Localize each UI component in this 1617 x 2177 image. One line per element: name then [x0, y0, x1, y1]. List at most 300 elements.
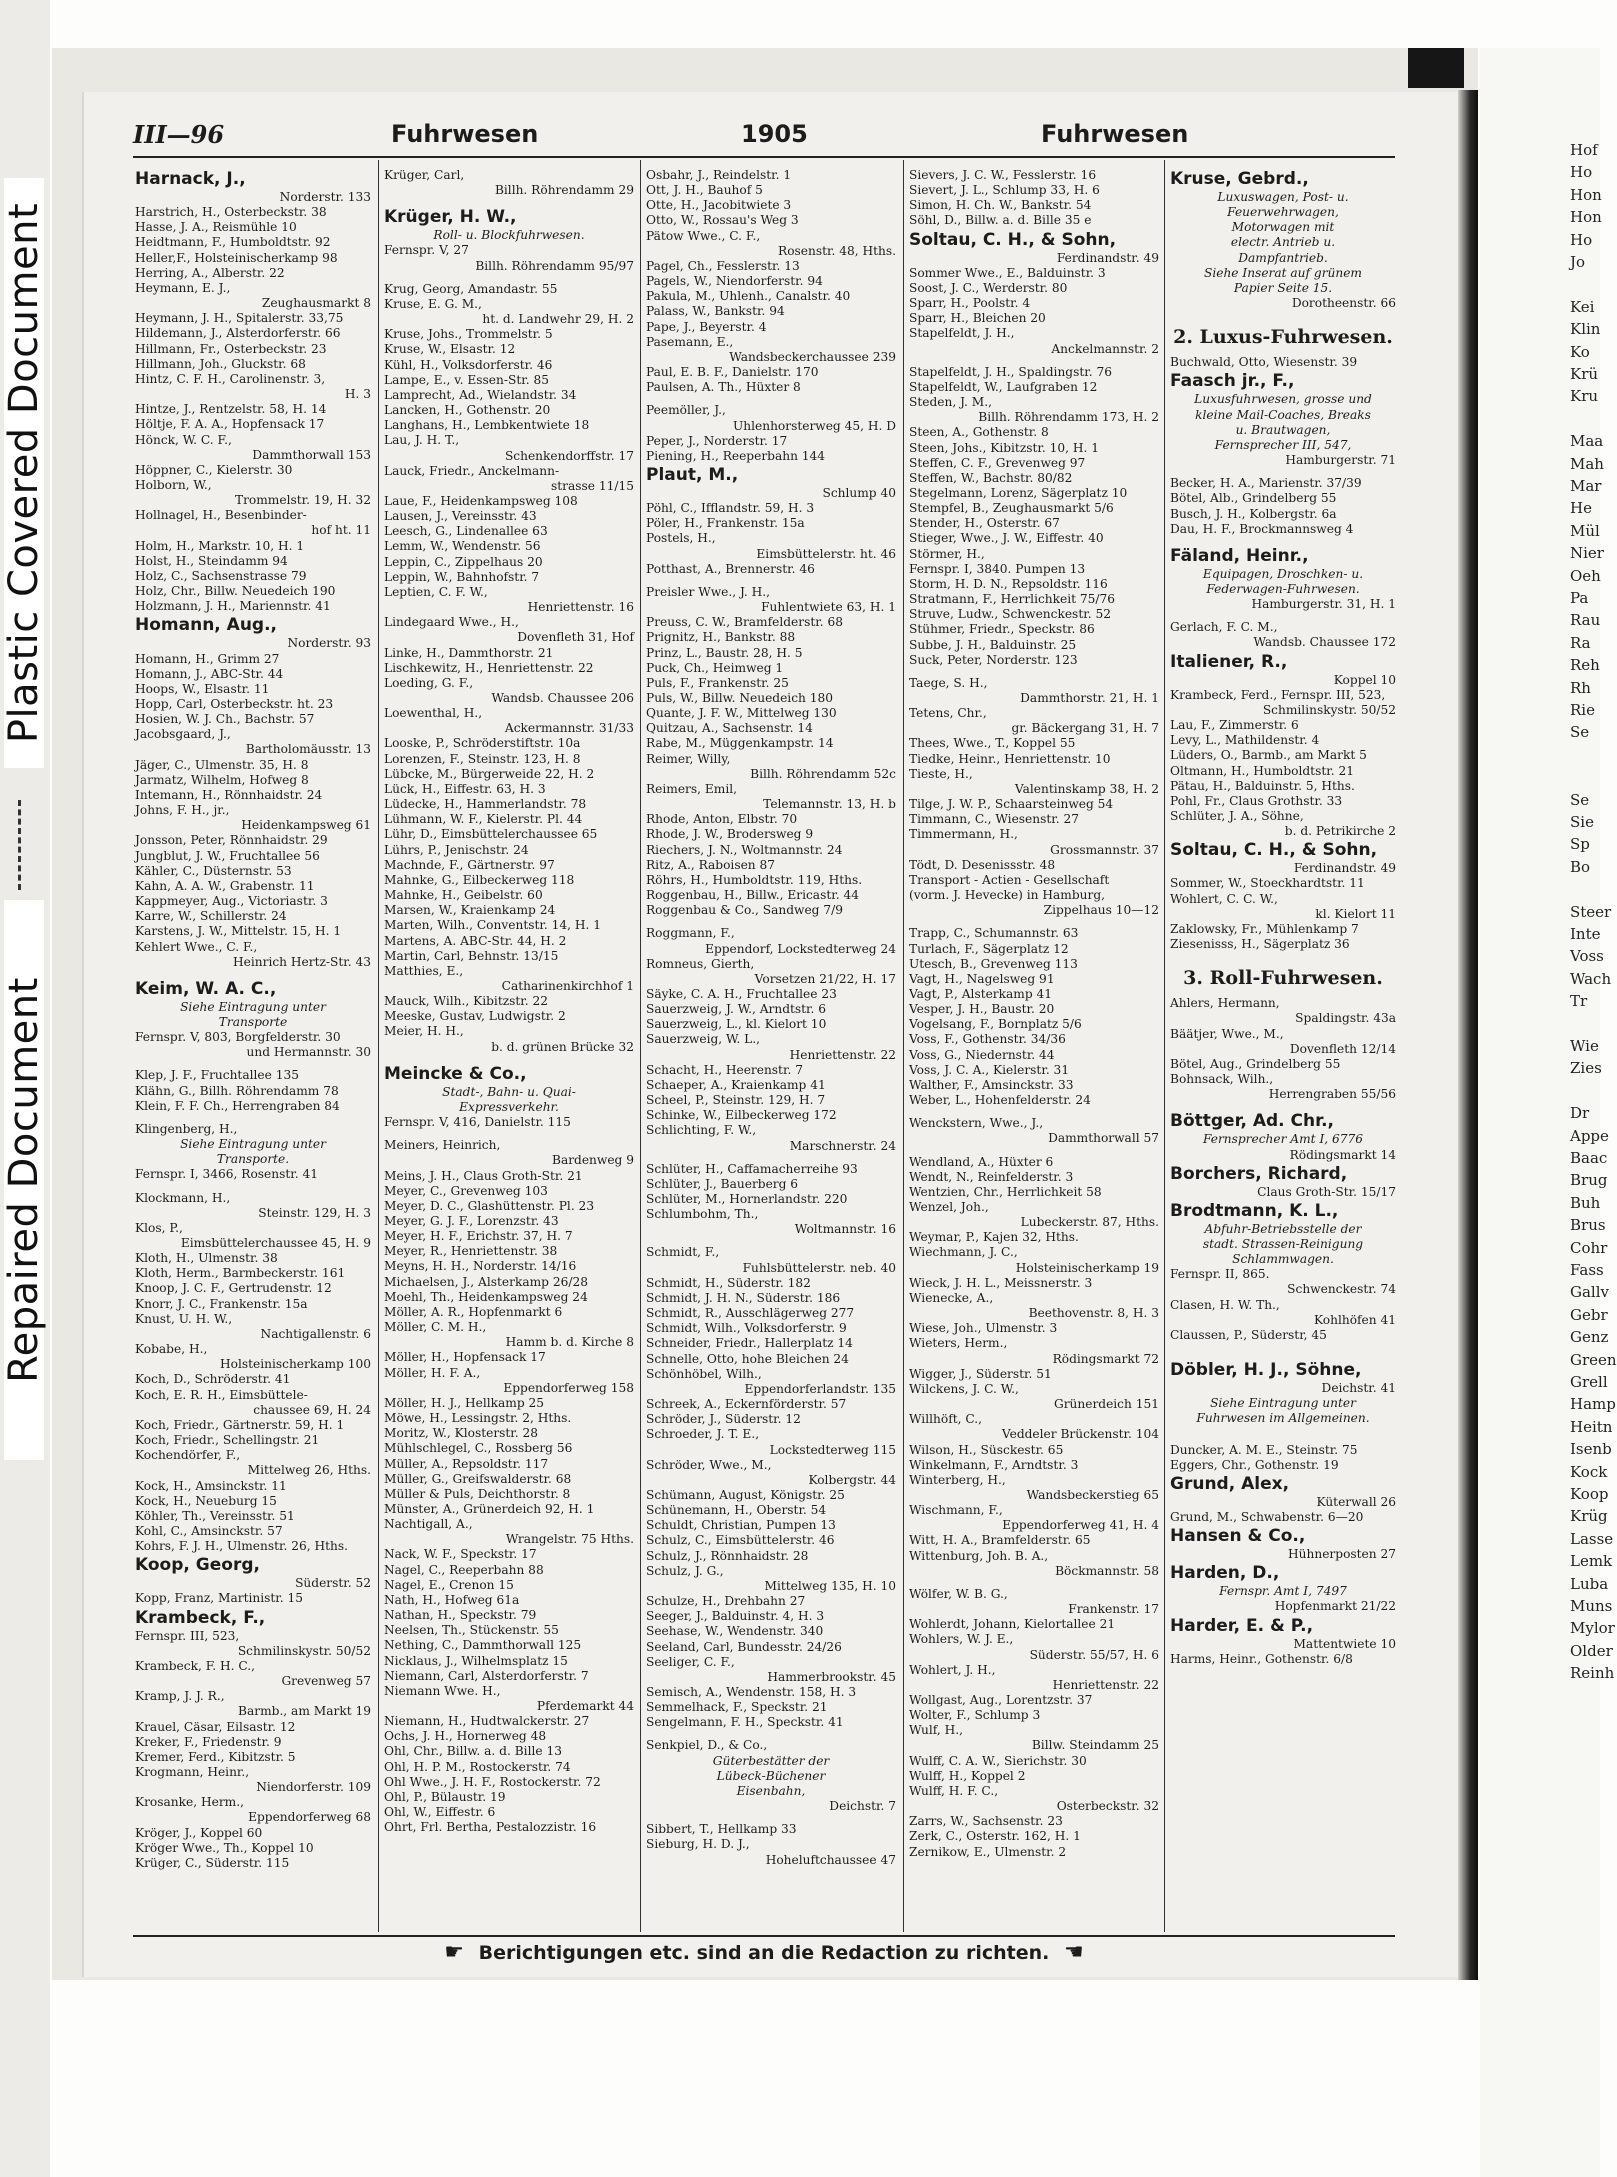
- adjacent-page-text: Koop: [1570, 1485, 1609, 1503]
- entry-heading: Soltau, C. H., & Sohn,: [909, 229, 1117, 250]
- directory-entry: Palass, W., Bankstr. 94: [646, 304, 785, 319]
- directory-entry: Meyer, H. F., Erichstr. 37, H. 7: [384, 1229, 573, 1244]
- directory-entry: Billh. Röhrendamm 95/97: [475, 258, 634, 273]
- directory-entry: Steinstr. 129, H. 3: [258, 1205, 371, 1220]
- directory-entry: Bohnsack, Wilh.,: [1170, 1072, 1274, 1087]
- adjacent-page-text: Jo: [1570, 253, 1586, 271]
- directory-entry: Knorr, J. C., Frankenstr. 15a: [135, 1296, 308, 1311]
- directory-entry: Hosien, W. J. Ch., Bachstr. 57: [135, 712, 315, 727]
- directory-entry: Schlüter, J., Bauerberg 6: [646, 1176, 799, 1191]
- directory-entry: Fernspr. Amt I, 7497: [1219, 1584, 1347, 1599]
- directory-entry: Grünerdeich 151: [1053, 1397, 1159, 1412]
- directory-entry: Loewenthal, H.,: [384, 706, 483, 721]
- directory-entry: Seeger, J., Balduinstr. 4, H. 3: [646, 1609, 825, 1624]
- adjacent-page-text: Bo: [1570, 857, 1591, 876]
- directory-entry: Ritz, A., Raboisen 87: [646, 857, 776, 872]
- directory-entry: Fernspr. V, 416, Danielstr. 115: [384, 1115, 571, 1130]
- directory-entry: Wentzien, Chr., Herrlichkeit 58: [909, 1184, 1102, 1199]
- directory-entry: Kohrs, F. J. H., Ulmenstr. 26, Hths.: [135, 1539, 348, 1554]
- directory-entry: Wilson, H., Süsckestr. 65: [909, 1442, 1064, 1457]
- section-heading: 3. Roll-Fuhrwesen.: [1183, 967, 1383, 990]
- directory-entry: Feuerwehrwagen,: [1227, 205, 1339, 220]
- directory-entry: Jäger, C., Ulmenstr. 35, H. 8: [135, 757, 309, 772]
- adjacent-page-text: Gallv: [1570, 1283, 1609, 1302]
- directory-entry: Hintze, J., Rentzelstr. 58, H. 14: [135, 402, 327, 417]
- directory-entry: Kohlhöfen 41: [1313, 1312, 1396, 1327]
- directory-entry: Wohlert, J. H.,: [909, 1662, 996, 1677]
- directory-entry: Hoheluftchaussee 47: [765, 1852, 896, 1867]
- directory-entry: Wulff, C. A. W., Sierichstr. 30: [909, 1753, 1087, 1768]
- directory-entry: Billh. Röhrendamm 29: [494, 183, 634, 198]
- directory-entry: Heidtmann, F., Humboldtstr. 92: [135, 235, 331, 250]
- directory-entry: Harms, Heinr., Gothenstr. 6/8: [1170, 1651, 1353, 1666]
- binding-shadow: [1458, 90, 1478, 1980]
- directory-entry: Heymann, J. H., Spitalerstr. 33,75: [135, 311, 344, 326]
- directory-entry: Fernspr. I, 3840. Pumpen 13: [909, 561, 1086, 576]
- directory-entry: Stempfel, B., Zeughausmarkt 5/6: [909, 501, 1114, 516]
- adjacent-page-text: Kei: [1570, 297, 1595, 316]
- directory-entry: Tilge, J. W. P., Schaarsteinweg 54: [909, 797, 1114, 812]
- adjacent-page-text: Mah: [1570, 454, 1604, 473]
- directory-entry: Struve, Ludw., Schwenckestr. 52: [909, 607, 1111, 622]
- directory-entry: Reimers, Emil,: [646, 781, 738, 796]
- directory-entry: Ohl, P., Bülaustr. 19: [384, 1789, 506, 1804]
- directory-entry: Trommelstr. 19, H. 32: [234, 493, 371, 508]
- directory-entry: Schneider, Friedr., Hallerplatz 14: [646, 1336, 853, 1351]
- directory-entry: kl. Kielort 11: [1315, 906, 1396, 921]
- directory-entry: Hammerbrookstr. 45: [767, 1669, 896, 1684]
- directory-entry: Niendorferstr. 109: [256, 1780, 371, 1795]
- directory-entry: Wieters, Herm.,: [909, 1336, 1008, 1351]
- directory-entry: u. Brautwagen,: [1235, 422, 1331, 437]
- adjacent-page-text: Klin: [1570, 320, 1601, 339]
- directory-entry: Sengelmann, F. H., Speckstr. 41: [646, 1715, 844, 1730]
- directory-entry: Kock, H., Neueburg 15: [135, 1493, 277, 1508]
- directory-entry: Marsen, W., Kraienkamp 24: [384, 903, 556, 918]
- directory-entry: Schmidt, H., Süderstr. 182: [646, 1275, 811, 1290]
- directory-entry: Grund, M., Schwabenstr. 6—20: [1170, 1510, 1364, 1524]
- directory-entry: Lau, J. H. T.,: [384, 433, 460, 448]
- adjacent-page-text: Muns: [1570, 1597, 1613, 1615]
- directory-entry: Holst, H., Steindamm 94: [135, 553, 288, 568]
- adjacent-page-text: Kru: [1570, 387, 1599, 406]
- directory-entry: Ahlers, Hermann,: [1170, 996, 1280, 1011]
- entry-heading: Böttger, Ad. Chr.,: [1170, 1111, 1335, 1132]
- directory-entry: Süderstr. 55/57, H. 6: [1029, 1647, 1159, 1662]
- directory-entry: Nachtigallenstr. 6: [260, 1326, 371, 1341]
- directory-entry: Höppner, C., Kielerstr. 30: [135, 462, 293, 477]
- directory-entry: Laue, F., Heidenkampsweg 108: [384, 493, 578, 508]
- directory-entry: Fernspr. II, 865.: [1170, 1267, 1270, 1282]
- directory-entry: Norderstr. 133: [279, 190, 371, 204]
- directory-entry: Trapp, C., Schumannstr. 63: [909, 926, 1079, 941]
- directory-entry: Wohlert, C. C. W.,: [1170, 891, 1278, 906]
- adjacent-page-text: Se: [1570, 723, 1590, 742]
- directory-entry: Duncker, A. M. E., Steinstr. 75: [1170, 1442, 1358, 1457]
- adjacent-page-text: Fass: [1570, 1261, 1604, 1279]
- directory-entry: Säyke, C. A. H., Fruchtallee 23: [646, 986, 837, 1001]
- repaired-document-label: Repaired Document: [4, 900, 44, 1460]
- adjacent-page-text: Gebr: [1570, 1305, 1608, 1324]
- directory-entry: Otte, H., Jacobitwiete 3: [646, 198, 792, 213]
- directory-entry: Möller, A. R., Hopfenmarkt 6: [384, 1304, 563, 1319]
- directory-entry: Thees, Wwe., T., Koppel 55: [909, 736, 1076, 751]
- directory-entry: Schlüter, J. A., Söhne,: [1170, 809, 1304, 823]
- footer-rule: [133, 1935, 1395, 1937]
- directory-entry: Eimsbüttelerchaussee 45, H. 9: [180, 1236, 371, 1250]
- adjacent-page-text: Older: [1570, 1641, 1613, 1660]
- directory-entry: [135, 1114, 371, 1122]
- directory-entry: Turlach, F., Sägerplatz 12: [909, 941, 1069, 956]
- directory-entry: Hillmann, Joh., Gluckstr. 68: [135, 356, 306, 371]
- directory-entry: Holsteinischerkamp 100: [220, 1357, 371, 1372]
- directory-entry: Küterwall 26: [1316, 1494, 1396, 1509]
- directory-entry: Nagel, E., Crenon 15: [384, 1577, 514, 1592]
- directory-entry: Hamburgerstr. 31, H. 1: [1251, 597, 1396, 612]
- directory-entry: Siehe Eintragung unter: [180, 1137, 326, 1152]
- directory-entry: [909, 357, 1159, 365]
- directory-entry: Fernsprecher III, 547,: [1214, 437, 1352, 452]
- directory-entry: Seeland, Carl, Bundesstr. 24/26: [646, 1639, 842, 1654]
- directory-entry: Pöhl, C., Ifflandstr. 59, H. 3: [646, 501, 815, 516]
- directory-entry: Sparr, H., Bleichen 20: [909, 311, 1046, 326]
- adjacent-page-text: Reinh: [1570, 1664, 1615, 1683]
- directory-entry: Eppendorferweg 158: [503, 1380, 634, 1395]
- directory-entry: Voss, F., Gothenstr. 34/36: [909, 1032, 1066, 1047]
- directory-entry: Wandsbeckerchaussee 239: [729, 349, 896, 364]
- directory-entry: Wendt, N., Reinfelderstr. 3: [909, 1169, 1074, 1184]
- adjacent-page-text: Pa: [1570, 589, 1589, 607]
- directory-entry: Nicklaus, J., Wilhelmsplatz 15: [384, 1653, 568, 1668]
- directory-entry: Zippelhaus 10—12: [1043, 903, 1159, 918]
- directory-entry: [646, 1237, 896, 1245]
- directory-entry: Klep, J. F., Fruchtallee 135: [135, 1068, 299, 1083]
- binding-spine: [1408, 48, 1464, 88]
- directory-entry: [909, 1108, 1159, 1116]
- directory-entry: Lamprecht, Ad., Wielandstr. 34: [384, 387, 577, 402]
- directory-entry: Paulsen, A. Th., Hüxter 8: [646, 380, 801, 395]
- directory-entry: Meiners, Heinrich,: [384, 1138, 501, 1153]
- directory-entry: Niemann, H., Hudtwalckerstr. 27: [384, 1714, 590, 1729]
- directory-entry: Meins, J. H., Claus Groth-Str. 21: [384, 1168, 583, 1183]
- directory-entry: Holsteinischerkamp 19: [1015, 1260, 1159, 1275]
- header-left-title: Fuhrwesen: [391, 120, 539, 148]
- directory-entry: Looske, P., Schröderstiftstr. 10a: [384, 736, 581, 751]
- adjacent-page-text: Genz: [1570, 1328, 1609, 1347]
- directory-entry: Schmidt, R., Ausschlägerweg 277: [646, 1306, 855, 1321]
- directory-entry: Stieger, Wwe., J. W., Eiffestr. 40: [909, 531, 1104, 546]
- directory-entry: Niemann Wwe. H.,: [384, 1683, 501, 1698]
- directory-entry: Holborn, W.,: [135, 477, 212, 492]
- directory-entry: Puls, W., Billw. Neuedeich 180: [646, 691, 834, 705]
- directory-entry: Steffen, C. F., Grevenweg 97: [909, 455, 1086, 470]
- directory-entry: Telemannstr. 13, H. b: [763, 797, 896, 812]
- directory-entry: Equipagen, Droschken- u.: [1202, 566, 1364, 581]
- entry-heading: Keim, W. A. C.,: [135, 978, 277, 999]
- directory-entry: Motorwagen mit: [1231, 220, 1335, 235]
- directory-entry: Mauck, Wilh., Kibitzstr. 22: [384, 994, 549, 1009]
- directory-entry: Ohrt, Frl. Bertha, Pestalozzistr. 16: [384, 1820, 597, 1835]
- directory-entry: Tetens, Chr.,: [909, 706, 987, 721]
- directory-entry: Kremer, Ferd., Kibitzstr. 5: [135, 1749, 296, 1764]
- entry-heading: Faasch jr., F.,: [1170, 371, 1295, 392]
- directory-entry: Ott, J. H., Bauhof 5: [646, 183, 763, 198]
- directory-entry: ht. d. Landwehr 29, H. 2: [482, 312, 634, 327]
- directory-entry: Roggenbau, H., Billw., Ericastr. 44: [646, 888, 859, 903]
- directory-entry: Nathan, H., Speckstr. 79: [384, 1608, 537, 1623]
- directory-entry: Clasen, H. W. Th.,: [1170, 1297, 1280, 1312]
- directory-entry: Kruse, E. G. M.,: [384, 296, 482, 311]
- directory-entry: stadt. Strassen-Reinigung: [1202, 1236, 1364, 1251]
- directory-entry: Klein, F. F. Ch., Herrengraben 84: [135, 1098, 340, 1113]
- directory-entry: Stapelfeldt, W., Laufgraben 12: [909, 379, 1098, 394]
- entry-heading: Borchers, Richard,: [1170, 1163, 1348, 1184]
- directory-entry: Levy, L., Mathildenstr. 4: [1170, 733, 1320, 748]
- directory-entry: Schulze, H., Drehbahn 27: [646, 1594, 806, 1609]
- directory-entry: Mahnke, H., Geibelstr. 60: [384, 888, 543, 903]
- directory-entry: b. d. Petrikirche 2: [1284, 824, 1396, 839]
- entry-heading: Fäland, Heinr.,: [1170, 545, 1309, 566]
- directory-entry: Kramp, J. J. R.,: [135, 1689, 225, 1704]
- directory-entry: Tieste, H.,: [909, 766, 973, 781]
- directory-entry: Herrengraben 55/56: [1268, 1087, 1396, 1102]
- directory-entry: Scheel, P., Steinstr. 129, H. 7: [646, 1093, 826, 1108]
- directory-entry: Fernspr. V, 27: [384, 243, 469, 258]
- directory-entry: Riechers, J. N., Woltmannstr. 24: [646, 842, 843, 857]
- directory-entry: Lancken, H., Gothenstr. 20: [384, 403, 551, 418]
- adjacent-page-text: Ho: [1570, 163, 1593, 182]
- directory-entry: [909, 668, 1159, 676]
- directory-entry: Weber, L., Hohenfelderstr. 24: [909, 1093, 1091, 1108]
- directory-entry: Intemann, H., Rönnhaidstr. 24: [135, 787, 323, 802]
- directory-entry: Hillmann, Fr., Osterbeckstr. 23: [135, 341, 327, 356]
- directory-entry: Karstens, J. W., Mittelstr. 15, H. 1: [135, 924, 342, 939]
- directory-entry: Leptien, C. F. W.,: [384, 584, 488, 599]
- directory-entry: Subbe, J. H., Balduinstr. 25: [909, 637, 1077, 652]
- directory-entry: Krüger, C., Süderstr. 115: [135, 1855, 290, 1870]
- directory-entry: Busch, J. H., Kolbergstr. 6a: [1170, 506, 1337, 521]
- directory-entry: Grevenweg 57: [281, 1674, 371, 1689]
- directory-entry: Kähler, C., Düsternstr. 53: [135, 863, 292, 878]
- adjacent-page-text: Tr: [1570, 992, 1588, 1011]
- directory-entry: Rabe, M., Müggenkampstr. 14: [646, 736, 834, 751]
- directory-entry: Lemm, W., Wendenstr. 56: [384, 539, 541, 554]
- directory-entry: Stadt-, Bahn- u. Quai-: [442, 1084, 576, 1099]
- directory-entry: Seehase, W., Wendenstr. 340: [646, 1624, 824, 1639]
- directory-entry: Beethovenstr. 8, H. 3: [1028, 1306, 1159, 1321]
- directory-entry: Müller & Puls, Deichthorstr. 8: [384, 1486, 571, 1501]
- footer-text: Berichtigungen etc. sind an die Redaction zu richten.: [478, 1942, 1050, 1964]
- directory-entry: Moritz, W., Klosterstr. 28: [384, 1426, 539, 1441]
- directory-entry: Loeding, G. F.,: [384, 675, 474, 690]
- directory-entry: b. d. grünen Brücke 32: [491, 1039, 634, 1054]
- directory-entry: Lübeck-Büchener: [716, 1768, 826, 1783]
- directory-entry: Steen, Johs., Kibitzstr. 10, H. 1: [909, 440, 1100, 455]
- adjacent-page-text: Sie: [1570, 813, 1594, 831]
- directory-entry: Klos, P.,: [135, 1220, 183, 1235]
- adjacent-page-text: Hof: [1570, 141, 1598, 159]
- directory-entry: Hintz, C. F. H., Carolinenstr. 3,: [135, 371, 326, 386]
- directory-entry: Lühmann, W. F., Kielerstr. Pl. 44: [384, 812, 583, 827]
- directory-entry: Kühl, H., Volksdorferstr. 46: [384, 357, 553, 372]
- directory-entry: Nack, W. F., Speckstr. 17: [384, 1547, 537, 1562]
- directory-entry: Eppendorferlandstr. 135: [744, 1381, 896, 1396]
- directory-entry: Krosanke, Herm.,: [135, 1795, 244, 1810]
- directory-entry: Lüdecke, H., Hammerlandstr. 78: [384, 797, 587, 812]
- directory-entry: Schmidt, Wilh., Volksdorferstr. 9: [646, 1321, 847, 1336]
- directory-entry: Rödingsmarkt 72: [1052, 1351, 1159, 1366]
- directory-entry: Wieck, J. H. L., Meissnerstr. 3: [909, 1275, 1093, 1290]
- directory-entry: Voss, G., Niedernstr. 44: [909, 1047, 1055, 1062]
- pointing-hand-icon: ☚: [1063, 1940, 1084, 1965]
- directory-entry: Bartholomäusstr. 13: [245, 742, 371, 757]
- directory-entry: Pöler, H., Frankenstr. 15a: [646, 516, 805, 531]
- directory-entry: Nath, H., Hofweg 61a: [384, 1592, 520, 1607]
- directory-entry: Möller, H. J., Hellkamp 25: [384, 1395, 545, 1410]
- directory-entry: Bäätjer, Wwe., M.,: [1170, 1026, 1284, 1041]
- directory-entry: Schmidt, J. H. N., Süderstr. 186: [646, 1290, 841, 1305]
- adjacent-page-text: Rie: [1570, 701, 1595, 719]
- directory-entry: Holz, C., Sachsenstrasse 79: [135, 568, 307, 583]
- directory-entry: Lühr, D., Eimsbüttelerchaussee 65: [384, 827, 598, 842]
- directory-entry: Wandsbeckerstieg 65: [1026, 1487, 1159, 1502]
- directory-entry: Claussen, P., Süderstr, 45: [1170, 1327, 1327, 1342]
- running-header: [133, 120, 1391, 154]
- directory-entry: Ohl, W., Eiffestr. 6: [384, 1805, 496, 1820]
- entry-heading: Grund, Alex,: [1170, 1473, 1290, 1494]
- directory-entry: Fernspr. V, 803, Borgfelderstr. 30: [135, 1030, 341, 1045]
- directory-entry: Voss, J. C. A., Kielerstr. 31: [909, 1062, 1070, 1077]
- directory-entry: Heidenkampsweg 61: [241, 818, 371, 833]
- directory-entry: Krüger, Carl,: [384, 168, 465, 182]
- directory-entry: Möwe, H., Lessingstr. 2, Hths.: [384, 1411, 572, 1426]
- directory-entry: Sibbert, T., Hellkamp 33: [646, 1822, 797, 1837]
- directory-entry: Vagt, H., Nagelsweg 91: [909, 971, 1055, 986]
- adjacent-page-text: Steer: [1570, 902, 1612, 921]
- plastic-covered-label: Plastic Covered Document: [4, 178, 44, 768]
- directory-entry: Timmann, C., Wiesenstr. 27: [909, 812, 1079, 827]
- column-rule: [1164, 160, 1165, 1932]
- adjacent-page-text: Inte: [1570, 925, 1601, 943]
- header-year: 1905: [741, 120, 808, 148]
- directory-entry: Lau, F., Zimmerstr. 6: [1170, 718, 1299, 733]
- directory-entry: Schulz, C., Eimsbüttelerstr. 46: [646, 1533, 835, 1548]
- directory-entry: Meyns, H. H., Norderstr. 14/16: [384, 1259, 577, 1274]
- adjacent-page-text: Maa: [1570, 432, 1604, 451]
- entry-heading: Krüger, H. W.,: [384, 207, 517, 228]
- directory-entry: Machnde, F., Gärtnerstr. 97: [384, 857, 555, 872]
- directory-entry: Hamm b. d. Kirche 8: [505, 1335, 634, 1350]
- directory-entry: Koch, D., Schröderstr. 41: [135, 1372, 291, 1387]
- directory-entry: Frankenstr. 17: [1068, 1602, 1159, 1617]
- directory-entry: [1170, 468, 1396, 476]
- directory-entry: Kröger Wwe., Th., Koppel 10: [135, 1840, 314, 1855]
- directory-entry: Dammthorwall 153: [252, 447, 371, 462]
- directory-entry: Müller, A., Repsoldstr. 117: [384, 1456, 549, 1471]
- directory-entry: [384, 1055, 634, 1063]
- directory-entry: Lausen, J., Vereinsstr. 43: [384, 509, 537, 524]
- directory-entry: Bötel, Alb., Grindelberg 55: [1170, 491, 1337, 506]
- directory-entry: Krambeck, Ferd., Fernspr. III, 523,: [1170, 687, 1386, 702]
- directory-entry: Pagel, Ch., Fesslerstr. 13: [646, 258, 800, 273]
- directory-entry: Kröger, J., Koppel 60: [135, 1825, 263, 1840]
- adjacent-page-text: Luba: [1570, 1574, 1609, 1593]
- directory-entry: [646, 577, 896, 585]
- adjacent-page-text: Isenb: [1570, 1440, 1612, 1459]
- adjacent-page-text: Rau: [1570, 611, 1601, 630]
- directory-entry: Möller, H., Hopfensack 17: [384, 1350, 546, 1365]
- directory-entry: Wrangelstr. 75 Hths.: [505, 1532, 634, 1547]
- directory-entry: Zernikow, E., Ulmenstr. 2: [909, 1844, 1067, 1859]
- directory-entry: Lührs, P., Jenischstr. 24: [384, 842, 529, 857]
- directory-entry: Utesch, B., Grevenweg 113: [909, 956, 1078, 971]
- directory-entry: Stratmann, F., Herrlichkeit 75/76: [909, 592, 1116, 607]
- directory-entry: Suck, Peter, Norderstr. 123: [909, 652, 1078, 667]
- directory-entry: Semisch, A., Wendenstr. 158, H. 3: [646, 1685, 857, 1699]
- directory-entry: Meyer, C., Grevenweg 103: [384, 1183, 548, 1198]
- directory-entry: Sparr, H., Poolstr. 4: [909, 296, 1031, 311]
- adjacent-page-text: Reh: [1570, 656, 1600, 675]
- directory-entry: Linke, H., Dammthorstr. 21: [384, 645, 554, 660]
- directory-entry: Bötel, Aug., Grindelberg 55: [1170, 1056, 1341, 1071]
- directory-entry: Stühmer, Friedr., Speckstr. 86: [909, 622, 1095, 637]
- directory-entry: Dorotheenstr. 66: [1291, 296, 1396, 311]
- adjacent-page-text: He: [1570, 499, 1592, 518]
- directory-entry: Matthies, E.,: [384, 963, 464, 978]
- adjacent-page-text: Cohr: [1570, 1238, 1608, 1257]
- directory-entry: Schmidt, F.,: [646, 1245, 720, 1260]
- directory-entry: [646, 395, 896, 403]
- directory-entry: Henriettenstr. 22: [1052, 1677, 1159, 1692]
- directory-entry: Fuhrwesen im Allgemeinen.: [1196, 1411, 1370, 1426]
- directory-entry: Kruse, W., Elsastr. 12: [384, 342, 516, 357]
- directory-entry: Klähn, G., Billh. Röhrendamm 78: [135, 1083, 339, 1098]
- directory-entry: Preuss, C. W., Bramfelderstr. 68: [646, 615, 843, 630]
- directory-entry: [1170, 311, 1396, 319]
- adjacent-page-text: Lasse: [1570, 1529, 1614, 1548]
- directory-entry: kleine Mail-Coaches, Breaks: [1195, 407, 1371, 422]
- directory-entry: Puck, Ch., Heimweg 1: [646, 660, 784, 675]
- directory-entry: Sauerzweig, J. W., Arndtstr. 6: [646, 1002, 827, 1017]
- adjacent-page-text: Se: [1570, 790, 1590, 809]
- directory-entry: Koch, Friedr., Schellingstr. 21: [135, 1433, 320, 1448]
- header-right-title: Fuhrwesen: [1041, 120, 1189, 148]
- directory-entry: Homann, J., ABC-Str. 44: [135, 666, 284, 681]
- directory-entry: Kehlert Wwe., C. F.,: [135, 939, 258, 954]
- directory-entry: Meier, H. H.,: [384, 1024, 464, 1039]
- section-heading: 2. Luxus-Fuhrwesen.: [1173, 326, 1393, 349]
- directory-entry: Prignitz, H., Bankstr. 88: [646, 630, 796, 645]
- directory-entry: Lindegaard Wwe., H.,: [384, 615, 519, 630]
- directory-entry: Deichstr. 7: [829, 1799, 896, 1814]
- directory-entry: Tödt, D. Desenissstr. 48: [909, 857, 1056, 872]
- directory-entry: Schacht, H., Heerenstr. 7: [646, 1062, 803, 1077]
- directory-entry: Mattentwiete 10: [1293, 1636, 1396, 1651]
- directory-entry: Güterbestätter der: [712, 1753, 830, 1768]
- directory-entry: Holzmann, J. H., Mariennstr. 41: [135, 599, 331, 614]
- directory-entry: Schröder, J., Süderstr. 12: [646, 1412, 801, 1427]
- directory-entry: (vorm. J. Hevecke) in Hamburg,: [909, 888, 1106, 903]
- entry-heading: Homann, Aug.,: [135, 615, 278, 636]
- entry-heading: Italiener, R.,: [1170, 651, 1288, 672]
- directory-entry: Lauck, Friedr., Anckelmann-: [384, 463, 560, 478]
- directory-entry: Schmilinskystr. 50/52: [1262, 702, 1396, 717]
- column-rule: [903, 160, 904, 1932]
- directory-entry: Schümann, August, Königstr. 25: [646, 1487, 845, 1502]
- directory-entry: Pakula, M., Uhlenh., Canalstr. 40: [646, 289, 851, 304]
- entry-heading: Kruse, Gebrd.,: [1170, 169, 1309, 189]
- directory-entry: Pape, J., Beyerstr. 4: [646, 319, 767, 334]
